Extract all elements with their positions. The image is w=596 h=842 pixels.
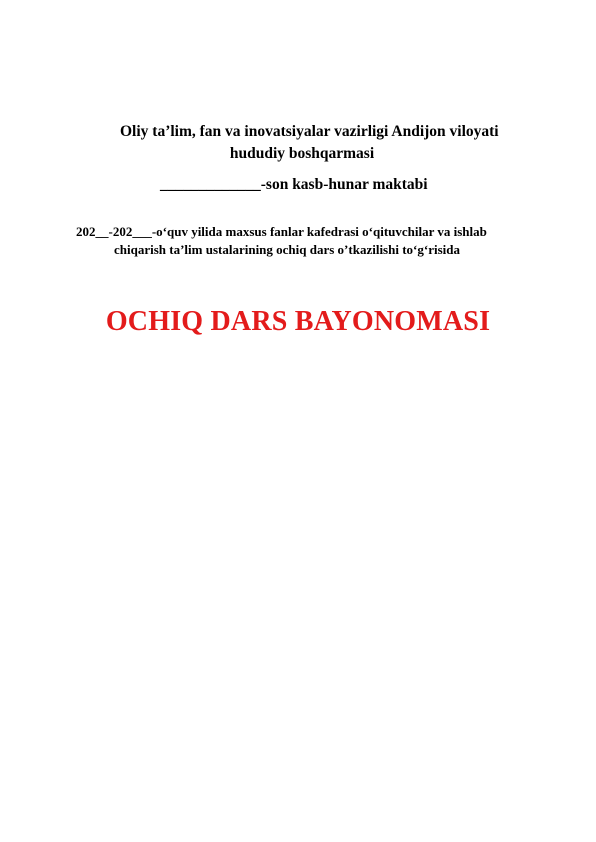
subject-line-2: chiqarish ta’lim ustalarining ochiq dars o’tkazilishi to‘g‘risida (114, 242, 460, 257)
subject-line-1: 202__-202___-o‘quv yilida maxsus fanlar kafedrasi o‘qituvchilar va ishlab (76, 224, 487, 239)
ministry-name-line-1: Oliy ta’lim, fan va inovatsiyalar vazirligi Andijon viloyati (120, 123, 499, 140)
ministry-name-line-2: hududiy boshqarmasi (229, 145, 375, 162)
school-name-line: _____________-son kasb-hunar maktabi (160, 176, 428, 193)
document-title: OCHIQ DARS BAYONOMASI (105, 306, 491, 337)
